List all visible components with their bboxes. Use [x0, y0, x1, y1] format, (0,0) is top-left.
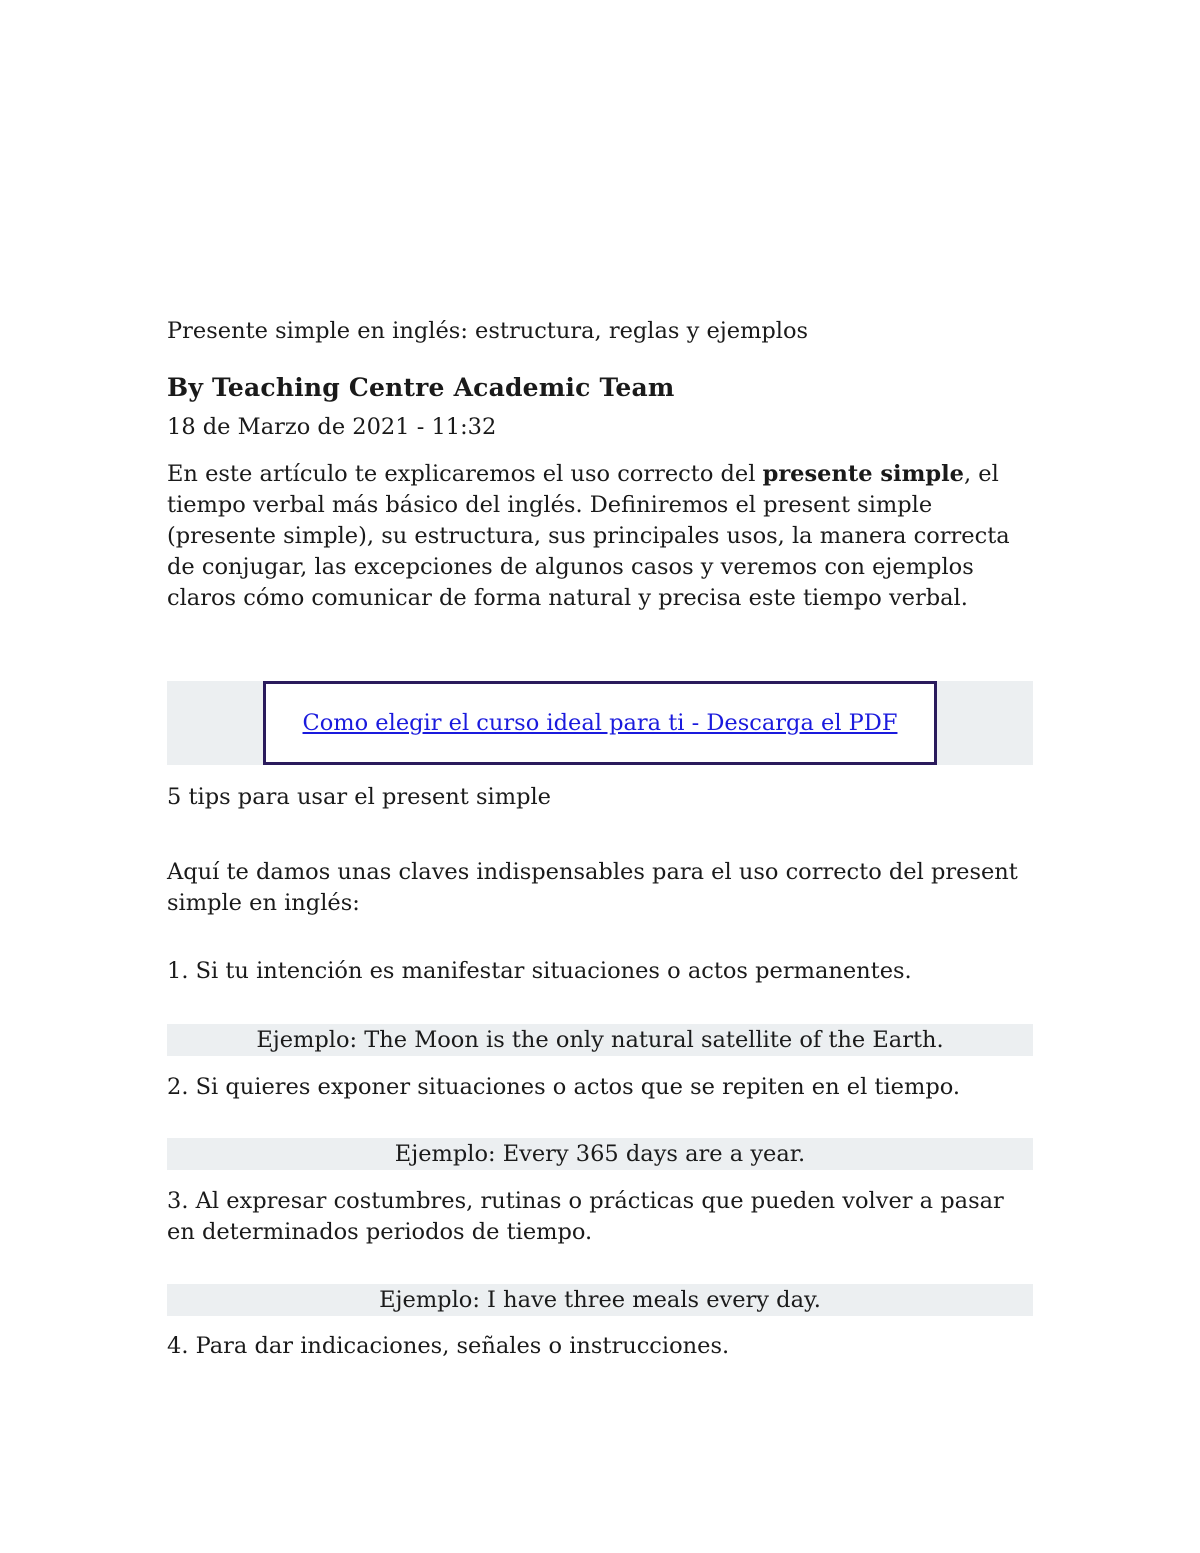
tip-item-3: 3. Al expresar costumbres, rutinas o prácticas que pueden volver a pasar en determinados periodos de tiempo. — [167, 1188, 1004, 1245]
tip-item-4: 4. Para dar indicaciones, señales o instrucciones. — [167, 1333, 730, 1359]
intro-text-start: En este artículo te explicaremos el uso correcto del — [167, 461, 763, 487]
article-title: Presente simple en inglés: estructura, reglas y ejemplos — [167, 318, 809, 344]
intro-bold-term: presente simple — [762, 461, 964, 487]
tips-heading: 5 tips para usar el present simple — [167, 784, 551, 810]
article-date: 18 de Marzo de 2021 - 11:32 — [167, 414, 497, 440]
tip-example-1: Ejemplo: The Moon is the only natural satellite of the Earth. — [167, 1024, 1033, 1056]
cta-box — [263, 681, 937, 765]
tip-item-1: 1. Si tu intención es manifestar situaciones o actos permanentes. — [167, 958, 912, 984]
intro-text-end: , el tiempo verbal más básico del inglés. Definiremos el present simple (presente simple), su estructura, sus principales usos, la manera correcta de conjugar, las excepciones de algunos casos y veremos con ejemplos claros cómo comunicar de forma natural y precisa este tiempo verbal. — [167, 461, 1010, 611]
tip-example-3: Ejemplo: I have three meals every day. — [167, 1284, 1033, 1316]
tip-example-2: Ejemplo: Every 365 days are a year. — [167, 1138, 1033, 1170]
tip-item-2: 2. Si quieres exponer situaciones o actos que se repiten en el tiempo. — [167, 1074, 961, 1100]
article-byline: By Teaching Centre Academic Team — [167, 373, 675, 402]
article-intro — [167, 459, 1037, 614]
download-pdf-link[interactable]: Como elegir el curso ideal para ti - Descarga el PDF — [302, 710, 898, 736]
tips-intro: Aquí te damos unas claves indispensables para el uso correcto del present simple en inglés: — [167, 859, 1018, 916]
